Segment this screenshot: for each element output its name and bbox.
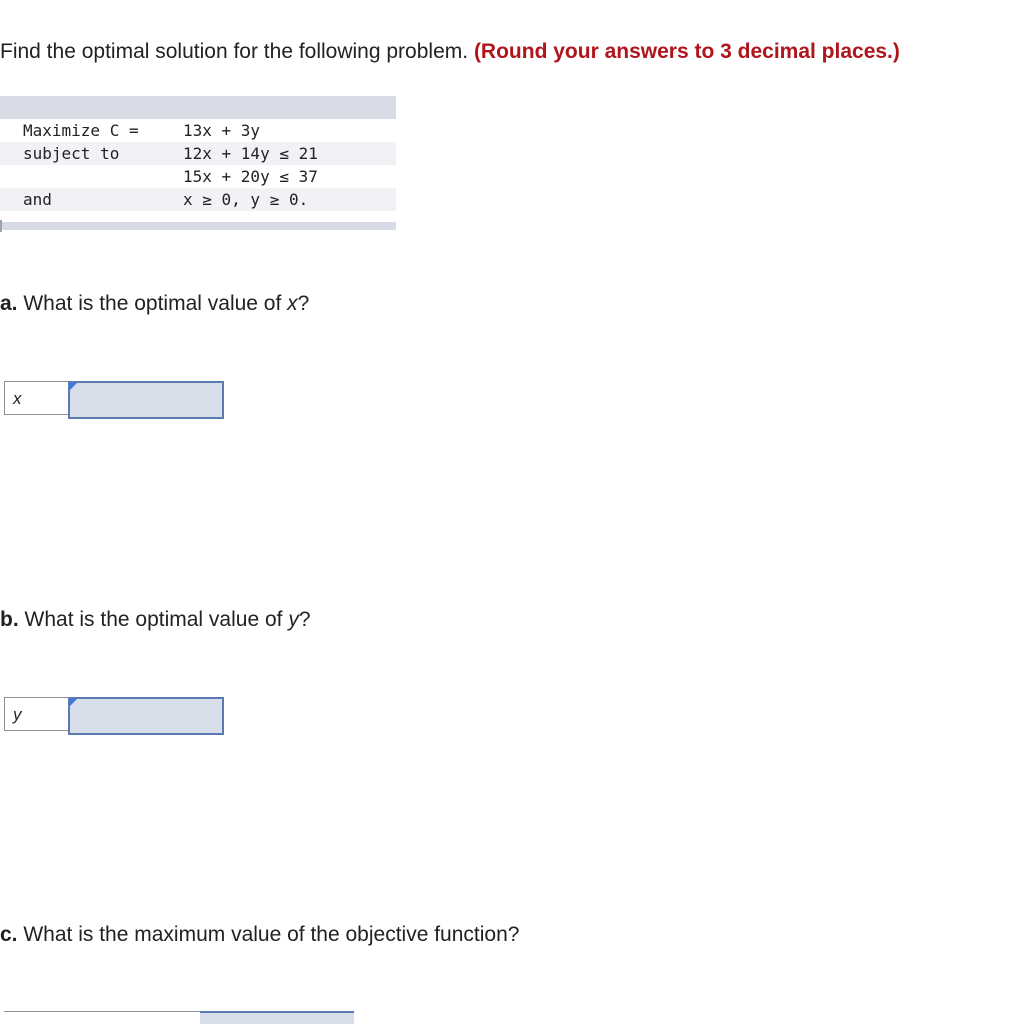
question-b-text: What is the optimal value of — [24, 608, 283, 631]
objective-label: Maximize C = — [23, 121, 139, 140]
constraint-row-2 — [0, 165, 396, 188]
table-footer-bar — [0, 222, 396, 230]
question-a-letter: a. — [0, 292, 18, 315]
question-b-var: y — [288, 608, 299, 631]
question-b-end: ? — [298, 608, 311, 631]
input-marker-icon — [70, 699, 77, 706]
question-a-var: x — [287, 292, 298, 315]
question-a — [0, 292, 309, 316]
table-footer-edge — [0, 220, 2, 232]
subject-to-label: subject to — [23, 144, 120, 163]
instructions-text: Find the optimal solution for the following problem. — [0, 40, 469, 63]
question-c — [0, 923, 519, 947]
answer-y-label: y — [4, 697, 68, 731]
constraint-2-expression: 15x + 20y ≤ 37 — [183, 167, 318, 186]
question-c-text: What is the maximum value of the objective function? — [23, 923, 520, 946]
nonnegativity-expression: x ≥ 0, y ≥ 0. — [183, 190, 309, 209]
answer-objective-input[interactable] — [200, 1011, 354, 1024]
and-label: and — [23, 190, 52, 209]
question-a-end: ? — [297, 292, 310, 315]
constraint-1-expression: 12x + 14y ≤ 21 — [183, 144, 318, 163]
rounding-note: (Round your answers to 3 decimal places.) — [473, 40, 900, 63]
objective-row — [0, 119, 396, 142]
nonnegativity-row — [0, 188, 396, 211]
objective-expression: 13x + 3y — [183, 121, 261, 140]
table-header-bar — [0, 96, 396, 119]
question-b — [0, 608, 311, 632]
answer-x-input[interactable] — [68, 381, 224, 419]
instructions — [0, 40, 900, 64]
answer-row-objective — [4, 1011, 354, 1022]
question-a-text: What is the optimal value of — [23, 292, 282, 315]
question-b-letter: b. — [0, 608, 19, 631]
constraint-row-1 — [0, 142, 396, 165]
answer-y-input[interactable] — [68, 697, 224, 735]
answer-objective-label — [4, 1011, 200, 1023]
question-c-letter: c. — [0, 923, 18, 946]
problem-table — [0, 96, 396, 232]
answer-x-label: x — [4, 381, 68, 415]
input-marker-icon — [70, 383, 77, 390]
